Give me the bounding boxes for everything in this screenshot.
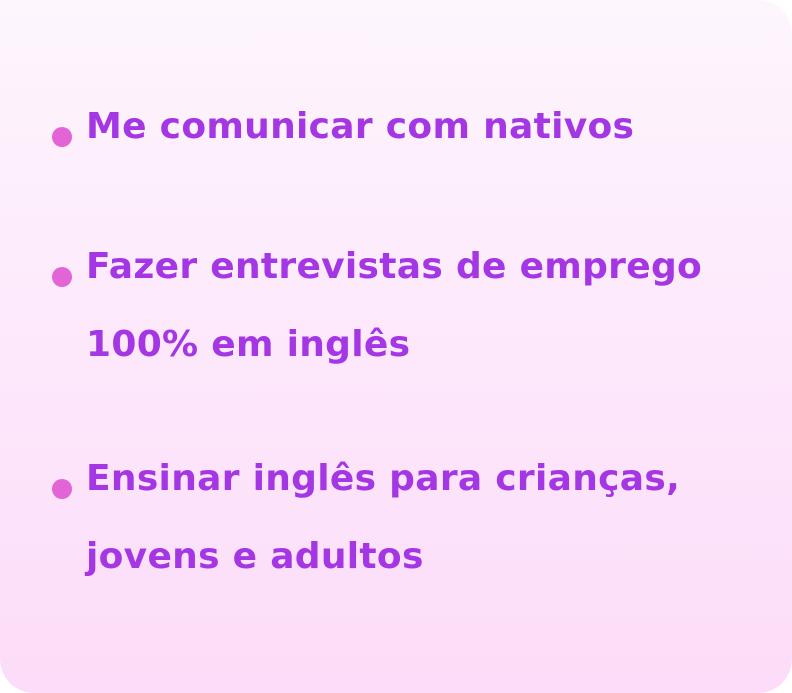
goal-text: Ensinar inglês para crianças, jovens e adultos (86, 458, 681, 577)
bullet-dot-icon (52, 267, 72, 287)
goal-text: Me comunicar com nativos (86, 106, 635, 147)
goal-list-item (52, 246, 772, 384)
bullet-dot-icon (52, 479, 72, 499)
goal-list-item (52, 106, 772, 166)
bullet-dot-icon (52, 127, 72, 147)
goal-text: Fazer entrevistas de emprego 100% em inglês (86, 246, 703, 365)
goal-list-item (52, 458, 772, 596)
